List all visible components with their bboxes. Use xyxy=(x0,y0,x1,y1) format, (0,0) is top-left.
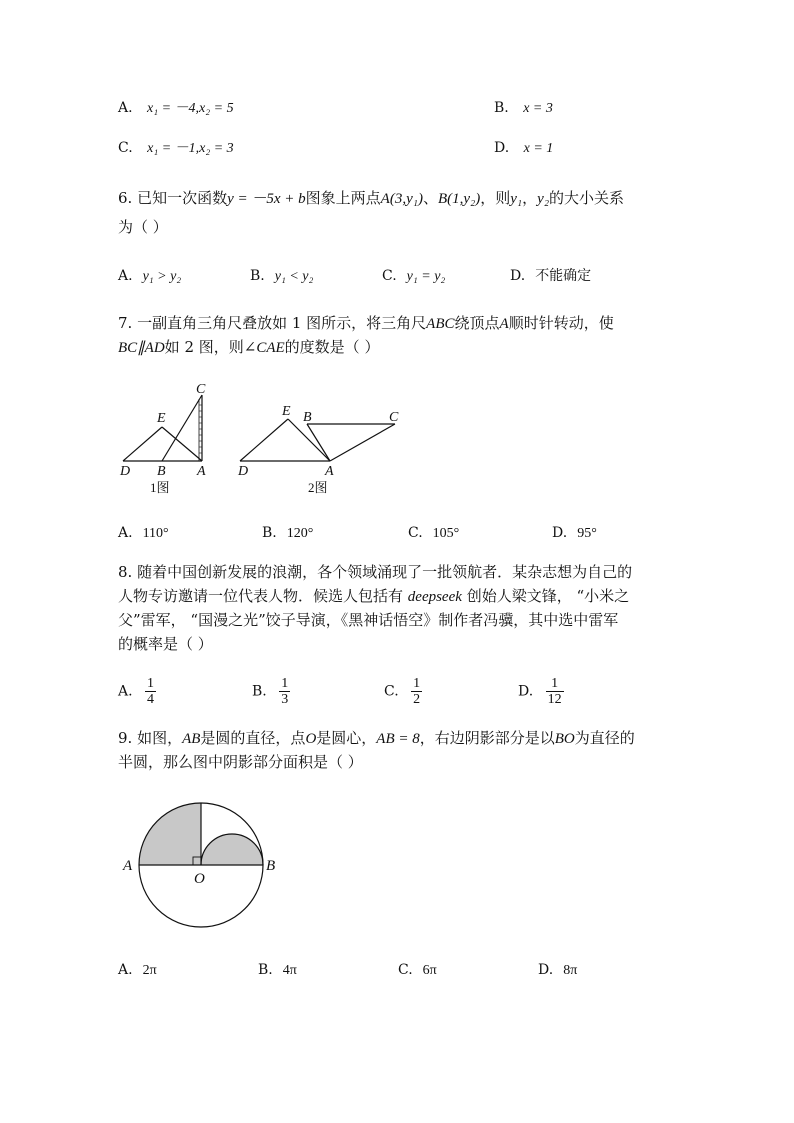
fig2-line-ba xyxy=(307,424,330,461)
q7-figures xyxy=(112,375,412,500)
q9-figure xyxy=(115,795,290,935)
q6-option-b[interactable]: B. y₁ < y₂ xyxy=(250,268,314,284)
q6-stem-line2: 为（ ） xyxy=(118,218,168,236)
fig2-label-c: C xyxy=(389,410,399,425)
fig2-line-de xyxy=(240,419,288,461)
q7-option-b[interactable]: B. 120° xyxy=(262,525,314,541)
q9-option-c[interactable]: C. 6π xyxy=(398,962,437,978)
q9-label-o: O xyxy=(194,871,205,887)
fig1-label-a: A xyxy=(197,464,206,479)
fig2-label-e: E xyxy=(282,404,291,419)
q9-shaded-semicircle xyxy=(201,834,263,865)
q7-figure-2 xyxy=(240,419,395,461)
q8-stem-line3: 父”雷军， “国漫之光”饺子导演，《黑神话悟空》制作者冯骥，其中选中雷军 xyxy=(118,611,619,629)
q8-option-c[interactable]: C. $\frac{1}{2}$ xyxy=(384,676,421,707)
q7-figure-1 xyxy=(123,395,202,461)
q5-option-a[interactable]: A. x₁ = －4,x₂ = 5 xyxy=(118,100,234,116)
q9-label-b: B xyxy=(266,858,276,874)
q7-option-a[interactable]: A. 110° xyxy=(118,525,169,541)
q8-stem-line1: 8. 随着中国创新发展的浪潮，各个领域涌现了一批领航者．某杂志想为自己的 xyxy=(118,563,633,581)
q9-label-a: A xyxy=(123,858,133,874)
fig1-line-bc xyxy=(162,395,202,461)
fig2-label-b: B xyxy=(303,410,312,425)
q8-stem-line4: 的概率是（ ） xyxy=(118,635,213,653)
fig1-label-d: D xyxy=(120,464,131,479)
q9-stem-line2: 半圆，那么图中阴影部分面积是（ ） xyxy=(118,753,363,771)
q9-shaded-quarter xyxy=(139,803,201,865)
q7-option-c[interactable]: C. 105° xyxy=(408,525,460,541)
fig1-label-b: B xyxy=(157,464,166,479)
fig1-label-e: E xyxy=(157,411,166,426)
fig1-caption: 1图 xyxy=(150,480,170,495)
q7-option-d[interactable]: D. 95° xyxy=(552,525,597,541)
fig2-line-ea xyxy=(288,419,330,461)
q7-stem-line1: 7. 一副直角三角尺叠放如 1 图所示，将三角尺ABC绕顶点A顺时针转动，使 xyxy=(118,314,614,332)
q9-stem-line1: 9. 如图，AB是圆的直径，点O是圆心，AB = 8，右边阴影部分是以BO为直径的 xyxy=(118,729,635,747)
q8-fraction-a: $\frac{1}{4}$ xyxy=(147,676,155,707)
q6-option-d[interactable]: D. 不能确定 xyxy=(510,268,592,284)
q8-option-d[interactable]: D. $\frac{1}{12}$ xyxy=(518,676,562,707)
q9-option-d[interactable]: D. 8π xyxy=(538,962,578,978)
fig2-line-ca xyxy=(330,424,395,461)
q5-option-b[interactable]: B. x = 3 xyxy=(494,100,553,116)
q7-stem-line2: BC∥AD如 2 图，则∠CAE的度数是（ ） xyxy=(118,338,380,356)
fig1-label-c: C xyxy=(196,382,206,397)
q8-fraction-d: $\frac{1}{12}$ xyxy=(547,676,562,707)
fig1-line-de xyxy=(123,427,162,461)
fig2-label-d: D xyxy=(238,464,249,479)
q5-option-d[interactable]: D. x = 1 xyxy=(494,140,554,156)
fig1-line-ea xyxy=(162,427,202,461)
q5-option-c[interactable]: C. x₁ = －1,x₂ = 3 xyxy=(118,140,234,156)
q6-option-a[interactable]: A. y₁ > y₂ xyxy=(118,268,182,284)
q9-option-a[interactable]: A. 2π xyxy=(118,962,157,978)
q8-stem-line2: 人物专访邀请一位代表人物．候选人包括有 deepseek 创始人梁文锋， “小米之 xyxy=(118,587,630,605)
q8-fraction-b: $\frac{1}{3}$ xyxy=(281,676,289,707)
q6-option-c[interactable]: C. y₁ = y₂ xyxy=(382,268,446,284)
q6-stem-line1: 6. 已知一次函数y = －5x + b图象上两点A(3,y₁)、B(1,y₂)，则y₁，y₂的大小关系 xyxy=(118,189,625,207)
fig2-label-a: A xyxy=(325,464,334,479)
q9-option-b[interactable]: B. 4π xyxy=(258,962,297,978)
q8-option-a[interactable]: A. $\frac{1}{4}$ xyxy=(118,676,155,707)
q8-option-b[interactable]: B. $\frac{1}{3}$ xyxy=(252,676,289,707)
q8-fraction-c: $\frac{1}{2}$ xyxy=(413,676,421,707)
fig2-caption: 2图 xyxy=(308,480,328,495)
